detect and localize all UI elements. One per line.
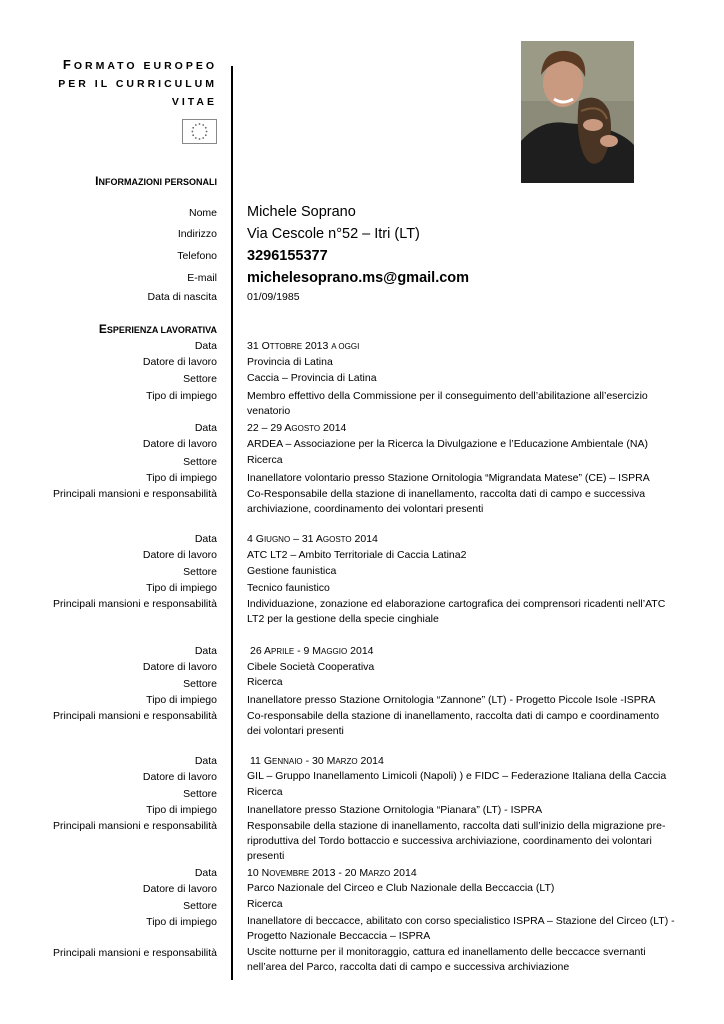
entry-type: Tecnico faunistico	[247, 582, 330, 594]
label-employer: Datore di lavoro	[142, 438, 217, 450]
entry-employer: GIL – Gruppo Inanellamento Limicoli (Napoli) ) e FIDC – Federazione Italiana della Caccia	[247, 770, 667, 782]
label-employer: Datore di lavoro	[142, 771, 217, 783]
section-title-work-experience: ESPERIENZA LAVORATIVA	[98, 322, 217, 336]
label-type: Tipo di impiego	[146, 472, 217, 484]
entry-employer: ATC LT2 – Ambito Territoriale di Caccia Latina2	[247, 549, 467, 561]
label-sector: Settore	[183, 373, 217, 385]
label-email: E-mail	[187, 272, 217, 284]
entry-date: 22 – 29 AGOSTO 2014	[247, 422, 347, 434]
entry-duties: Co-Responsabile della stazione di inanellamento, raccolta dati di campo e successiva archiviazione, coordinamento dei volontari presenti	[247, 488, 646, 515]
label-duties: Principali mansioni e responsabilità	[52, 947, 217, 959]
label-date: Data	[194, 645, 217, 657]
value-phone: 3296155377	[247, 248, 328, 264]
label-sector: Settore	[183, 788, 217, 800]
label-employer: Datore di lavoro	[142, 356, 217, 368]
entry-duties: Uscite notturne per il monitoraggio, cattura ed inanellamento delle beccacce svernanti nell’area del Parco, raccolta dati di campo e successiva archiviazione	[247, 946, 646, 973]
label-type: Tipo di impiego	[146, 916, 217, 928]
entry-type: Inanellatore presso Stazione Ornitologia “Zannone” (LT) - Progetto Piccole Isole -ISPRA	[247, 694, 656, 706]
label-phone: Telefono	[177, 250, 217, 262]
entry-type: Membro effettivo della Commissione per il conseguimento dell’abilitazione all’esercizio venatorio	[247, 390, 648, 417]
profile-photo	[521, 41, 634, 183]
entry-sector: Ricerca	[247, 786, 283, 798]
entry-sector: Ricerca	[247, 676, 283, 688]
entry-duties: Responsabile della stazione di inanellamento, raccolta dati sull’inizio della migrazione pre-riproduttiva del Tordo bottaccio e successiva archiviazione, coordinamento dei volontari presenti	[247, 820, 666, 862]
label-type: Tipo di impiego	[146, 390, 217, 402]
label-employer: Datore di lavoro	[142, 661, 217, 673]
value-birth-date: 01/09/1985	[247, 291, 300, 303]
label-date: Data	[194, 340, 217, 352]
entry-employer: Provincia di Latina	[247, 356, 333, 368]
label-date: Data	[194, 867, 217, 879]
label-type: Tipo di impiego	[146, 694, 217, 706]
eu-flag-icon	[182, 119, 217, 144]
section-title-personal-info: INFORMAZIONI PERSONALI	[95, 174, 217, 188]
entry-sector: Gestione faunistica	[247, 565, 337, 577]
label-sector: Settore	[183, 900, 217, 912]
entry-sector: Ricerca	[247, 898, 283, 910]
entry-duties: Individuazione, zonazione ed elaborazione cartografica dei comprensori ricadenti nell’ATC LT2 per la gestione della specie cinghiale	[247, 598, 666, 625]
label-birth-date: Data di nascita	[147, 291, 217, 303]
entry-date: 31 OTTOBRE 2013 A OGGI	[247, 340, 360, 352]
value-address: Via Cescole n°52 – Itri (LT)	[247, 226, 420, 242]
entry-sector: Caccia – Provincia di Latina	[247, 372, 377, 384]
label-name: Nome	[188, 207, 217, 219]
label-duties: Principali mansioni e responsabilità	[52, 710, 217, 722]
label-date: Data	[194, 755, 217, 767]
label-sector: Settore	[183, 566, 217, 578]
label-employer: Datore di lavoro	[142, 549, 217, 561]
document-title: FORMATO EUROPEO PER IL CURRICULUM VITAE	[58, 57, 217, 108]
label-duties: Principali mansioni e responsabilità	[52, 820, 217, 832]
entry-employer: Parco Nazionale del Circeo e Club Nazionale della Beccaccia (LT)	[247, 882, 555, 894]
entry-sector: Ricerca	[247, 454, 283, 466]
entry-type: Inanellatore presso Stazione Ornitologia “Pianara” (LT) - ISPRA	[247, 804, 543, 816]
entry-date: 10 NOVEMBRE 2013 - 20 MARZO 2014	[247, 867, 417, 879]
label-type: Tipo di impiego	[146, 582, 217, 594]
entry-date: 4 GIUGNO – 31 AGOSTO 2014	[247, 533, 378, 545]
label-date: Data	[194, 533, 217, 545]
entry-date: 11 GENNAIO - 30 MARZO 2014	[250, 755, 384, 767]
label-duties: Principali mansioni e responsabilità	[52, 488, 217, 500]
label-type: Tipo di impiego	[146, 804, 217, 816]
label-address: Indirizzo	[177, 228, 217, 240]
entry-date: 26 APRILE - 9 MAGGIO 2014	[250, 645, 374, 657]
entry-employer: ARDEA – Associazione per la Ricerca la Divulgazione e l’Educazione Ambientale (NA)	[247, 438, 648, 450]
entry-type: Inanellatore volontario presso Stazione Ornitologia “Migrandata Matese” (CE) – ISPRA	[247, 472, 650, 484]
entry-employer: Cibele Società Cooperativa	[247, 661, 375, 673]
label-sector: Settore	[183, 678, 217, 690]
value-email[interactable]: michelesoprano.ms@gmail.com	[247, 270, 470, 286]
value-name: Michele Soprano	[247, 204, 356, 220]
label-duties: Principali mansioni e responsabilità	[52, 598, 217, 610]
label-sector: Settore	[183, 456, 217, 468]
label-employer: Datore di lavoro	[142, 883, 217, 895]
vertical-divider	[231, 66, 233, 980]
entry-type: Inanellatore di beccacce, abilitato con corso specialistico ISPRA – Stazione del Circeo (LT) - Progetto Nazionale Beccaccia – ISPRA	[247, 915, 675, 942]
entry-duties: Co-responsabile della stazione di inanellamento, raccolta dati di campo e coordinamento dei volontari presenti	[247, 710, 660, 737]
label-date: Data	[194, 422, 217, 434]
